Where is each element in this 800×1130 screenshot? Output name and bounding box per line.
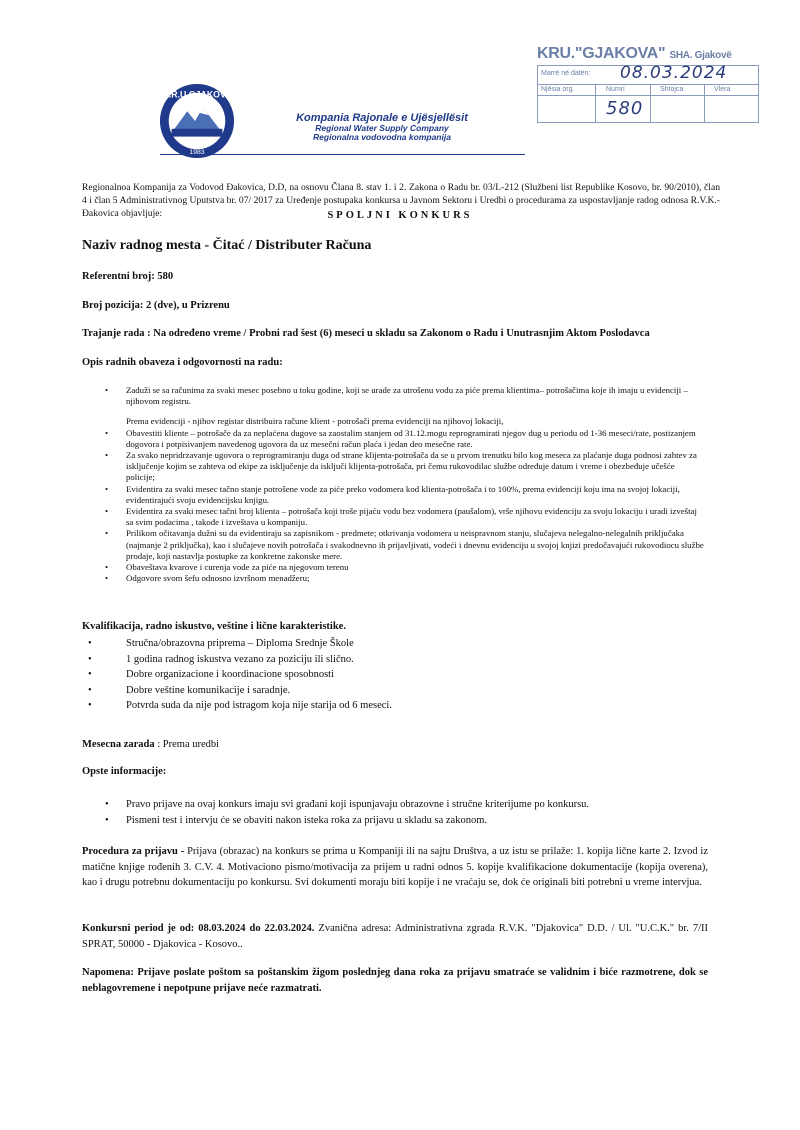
stamp-title-main: KRU."GJAKOVA" xyxy=(537,45,666,62)
procedure-text: Prijava (obrazac) na konkurs se prima u Kompaniji ili na sajtu Društva, a uz istu se prilaže: 1. kopija lične karte 2. Izvod iz matične knjige rođenih 3. C.V. 4. Motivaciono pismo/motivacija za prijem u radni odnos 5. kopije kvalifikacione dokumentacije (kopija overena), kao i drugu potrebnu dokumentaciju po konkursu. Svi dokumenti moraju biti kopije i ne vraćaju se, dok će originali biti potrebni u vreme intervjua. xyxy=(82,846,708,888)
general-list xyxy=(100,797,700,828)
duty-item: • Zaduži se sa računima za svaki mesec posebno u toku godine, koji se urade za utrošenu vodu za piće prema klientima– potrošačima koje ih imaju u evidenciji – njihovom registru. xyxy=(100,385,705,407)
intro-paragraph: Regionalnoa Kompanija za Vodovod Đakovica, D.D, na osnovu Člana 8. stav 1. i 2. Zakona o Radu br. 03/L-212 (Službeni list Republike Kosovo, br. 90/2010), član 4 i član 5 Administrativnog Uputstva br. 07/ 2017 za Uređenje postupaka konkursa u Javnom Sektoru i Uredbi o procedurama za uspostavljanje radog odnosa R.V.K.-Đakovica objavljuje: xyxy=(82,182,720,219)
logo-year: 1983 xyxy=(189,149,205,157)
duty-item: • Prilikom očitavanja dužni su da evidentiraju sa zapisnikom - predmete; otkrivanja vodomera u neispravnom stanju, slučajeva nelegalno-nelegalnih priključaka (najmanje 2 priključka), kao i slučajeve novih potrošača i svakodnevno ih prijavljivati, vodeći i dnevnu evidenciju u svojoj knjizi predočavajući rukovodiocu službe prodaje, koji nastavlja postupke za konkretne zakonske mere. xyxy=(100,528,705,562)
qualification-item: • Stručna/obrazovna priprema – Diploma Srednje Škole xyxy=(88,636,688,652)
stamp-date-row xyxy=(538,63,758,85)
company-header xyxy=(262,112,502,142)
reference-number: Referentni broj: 580 xyxy=(82,271,174,282)
duty-item: • Obaveštava kvarove i curenja vode za piće na njegovom terenu xyxy=(100,562,705,573)
stamp-col-org: Njësia org. xyxy=(541,86,575,93)
stamp-title xyxy=(537,45,731,63)
qualification-item: • Dobre veštine komunikacije i saradnje. xyxy=(88,683,688,699)
duty-item: • Odgovore svom šefu odnosno izvršnom menadžeru; xyxy=(100,573,705,584)
procedure-paragraph xyxy=(82,844,708,891)
duties-heading: Opis radnih obaveza i odgovornosti na radu: xyxy=(82,357,283,368)
period-label: Konkursni period je od: 08.03.2024 do 22.03.2024. xyxy=(82,923,315,934)
logo-text: K.R.U GJAKOVA xyxy=(162,89,232,100)
general-item: • Pismeni test i intervju će se obaviti nakon isteka roka za prijavu u skladu sa zakonom. xyxy=(100,813,700,829)
stamp-header-row xyxy=(538,85,758,96)
stamp-col-value: Vlera xyxy=(714,86,731,93)
period-text: Zvanična adresa: Administrativna zgrada R.V.K. "Djakovica" D.D. / Ul. "U.C.K." br. 7/II SPRAT, 50000 - Djakovica - Kosovo.. xyxy=(82,923,708,950)
note-paragraph: Napomena: Prijave poslate poštom sa poštanskim žigom poslednjeg dana roka za prijavu smatraće se validnim i biće razmotrene, dok se neblagovremene i nepotpune prijave neće razmatrati. xyxy=(82,967,708,994)
general-heading: Opste informacije: xyxy=(82,766,167,777)
stamp-number: 580 xyxy=(606,98,644,119)
registry-stamp xyxy=(535,45,759,123)
stamp-grid xyxy=(537,65,759,123)
procedure-label: Procedura za prijavu - xyxy=(82,846,185,857)
duties-section xyxy=(100,385,705,584)
duty-plain-item: Prema evidenciji - njihov registar distribuira račune klient - potrošači prema evidenciji na njihovoj lokaciji, xyxy=(126,416,504,427)
qualifications-list xyxy=(88,636,688,714)
salary-line xyxy=(82,737,708,753)
stamp-title-suffix: SHA. Gjakovë xyxy=(669,50,732,61)
stamp-received-label: Marrë në datën: xyxy=(541,70,591,77)
company-name-sr: Regionalna vodovodna kompanija xyxy=(313,132,451,142)
stamp-received-date: 08.03.2024 xyxy=(620,63,728,83)
qualifications-heading: Kvalifikacija, radno iskustvo, veštine i lične karakteristike. xyxy=(82,621,346,632)
stamp-col-num: Numri xyxy=(606,86,625,93)
company-name-en: Regional Water Supply Company xyxy=(315,123,449,133)
position-title: Naziv radnog mesta - Čitać / Distributer Računa xyxy=(82,238,372,253)
salary-label: Mesecna zarada xyxy=(82,739,155,750)
duty-item: • Evidentira za svaki mesec tačni broj klienta – potrošača koji troše pijaću vodu bez vodomera (paušalom), vrše njihovu evidenciju za svoju lokaciju i uradi izveštaj sa svim podacima , takođe i izveštava u kompaniju. xyxy=(100,506,705,528)
qualification-item: • 1 godina radnog iskustva vezano za poziciju ili slično. xyxy=(88,652,688,668)
stamp-col-attach: Shtojca xyxy=(660,86,684,93)
document-title: SPOLJNI KONKURS xyxy=(327,210,473,221)
qualification-item: • Dobre organizacione i koordinacione sposobnosti xyxy=(88,667,688,683)
company-logo xyxy=(158,82,236,160)
duty-item: • Evidentira za svaki mesec tačno stanje potrošene vode za piće preko vodomera kod klienta-potrošača i to 100%, prema evidenciji koju ima na svojoj lokaciji, evidentirajući svoju evidencijsku knjigu. xyxy=(100,484,705,506)
duty-item: • Za svako nepridrzavanje ugovora o reprogramiranju duga od strane klijenta-potrošača da se u prvom trenutku bilo kog meseca za plaćanje duga podnosi zahtev za isključenje kojim se zahteva od ekipe za isključenje da isključi klijenta-potrošača, pri čemu rukovodilac službe određuje datum i vreme i obezbeđuje učešće policije; xyxy=(100,450,705,484)
qualification-item: • Potvrda suda da nije pod istragom koja nije starija od 6 meseci. xyxy=(88,698,688,714)
duty-item: • Obavestiti kliente – potrošače da za neplaćena dugove sa zaostalim stanjem od 31.12.mogu reprogramirati njegov dug u periodu od 1-36 meseci/rate, postizanjem dogovora i potpisivanjem navedenog ugovora da uz mesečni račun plaća i jedan deo mesečne rate. xyxy=(100,428,705,450)
employment-duration: Trajanje rada : Na određeno vreme / Probni rad šest (6) meseci u skladu sa Zakonom o Radu i Unutrasnjim Aktom Poslodavca xyxy=(82,328,650,339)
company-name: Kompania Rajonale e Ujësjellësit xyxy=(296,112,468,124)
general-item: • Pravo prijave na ovaj konkurs imaju svi građani koji ispunjavaju obrazovne i stručne kriterijume po konkursu. xyxy=(100,797,700,813)
salary-value: : Prema uredbi xyxy=(157,739,220,750)
position-count: Broj pozicija: 2 (dve), u Prizrenu xyxy=(82,300,230,311)
header-divider xyxy=(160,154,525,155)
period-paragraph xyxy=(82,921,708,952)
